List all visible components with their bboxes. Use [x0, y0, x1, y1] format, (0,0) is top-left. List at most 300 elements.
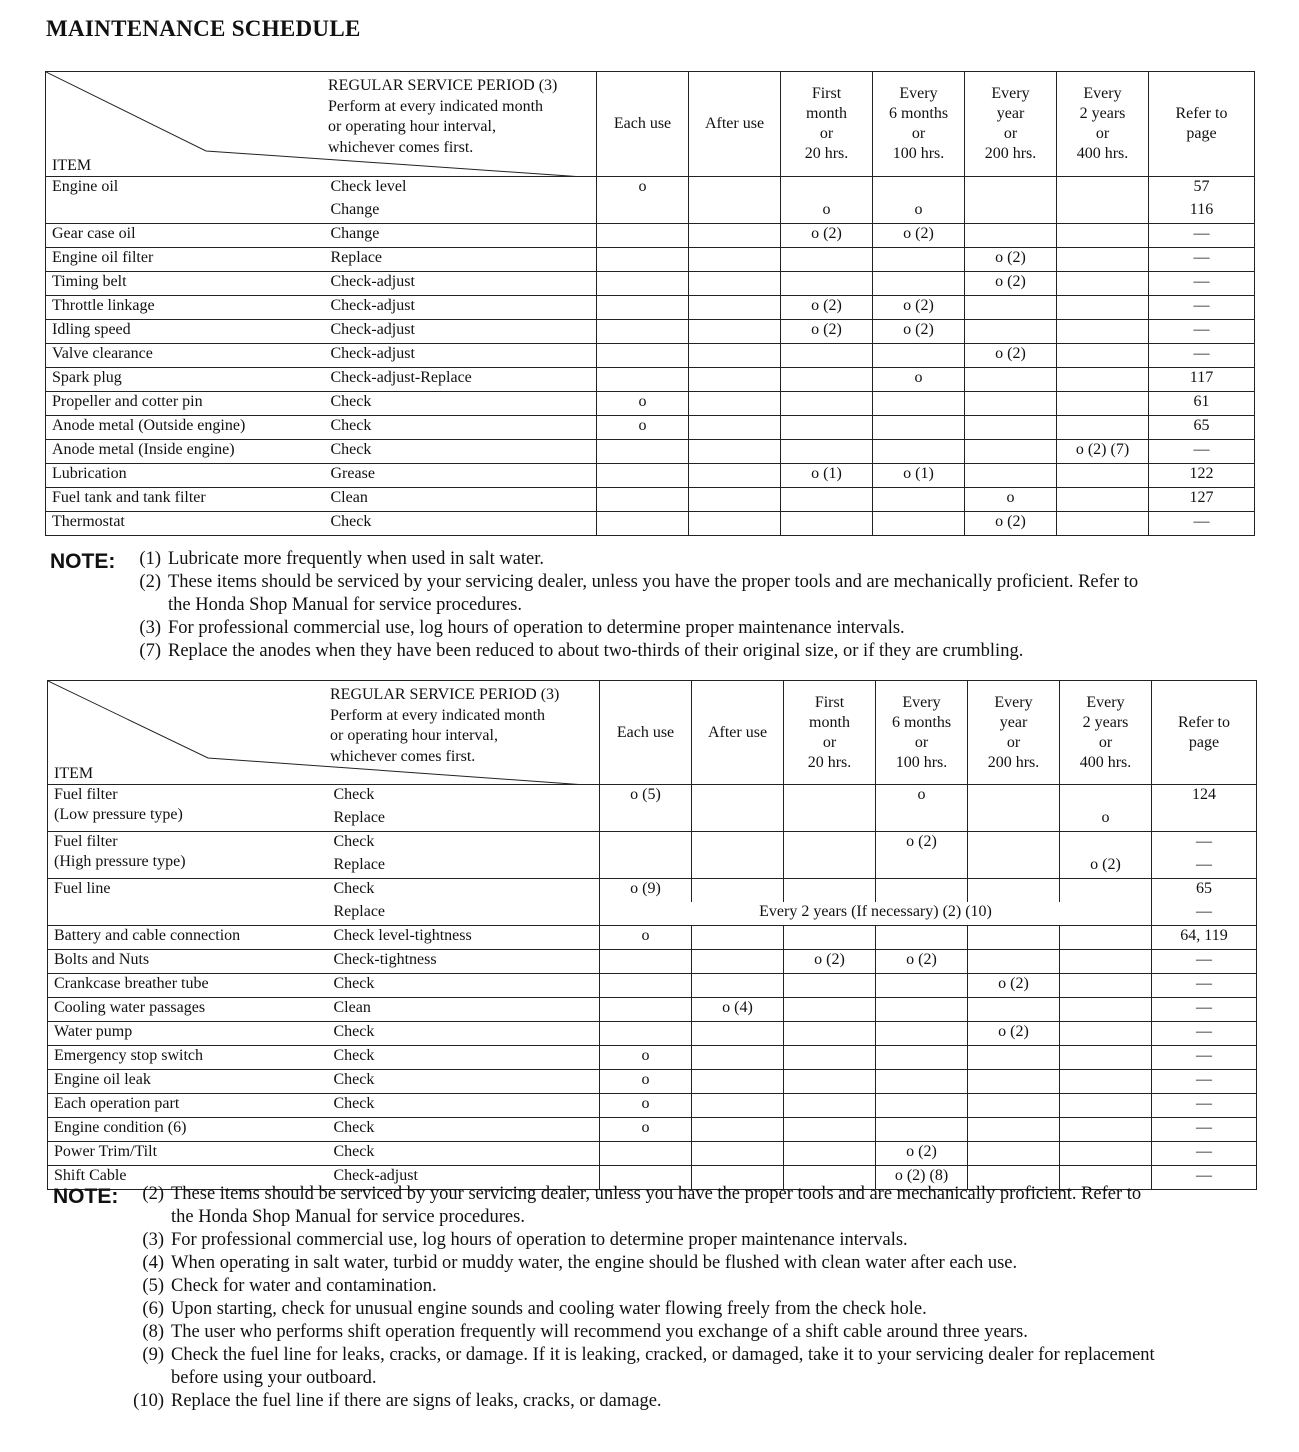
interval-cell [692, 1046, 784, 1070]
interval-cell [1057, 248, 1149, 272]
page-ref-cell: — [1152, 855, 1257, 879]
interval-cell: o [597, 392, 689, 416]
interval-cell [784, 785, 876, 809]
interval-cell [968, 926, 1060, 950]
action-cell: Check level [321, 177, 597, 201]
interval-cell [692, 1022, 784, 1046]
interval-cell [781, 344, 873, 368]
interval-cell [968, 1118, 1060, 1142]
note-text: Replace the fuel line if there are signs of leaks, cracks, or damage. [171, 1391, 662, 1411]
interval-cell [1057, 392, 1149, 416]
column-header-line: year [999, 713, 1028, 731]
interval-cell [1057, 488, 1149, 512]
column-header-line: Refer to [1175, 105, 1228, 122]
item-name-line: Water pump [54, 1023, 133, 1040]
note-text: These items should be serviced by your servicing dealer, unless you have the proper tools and are mechanically proficient. Refer to [168, 572, 1139, 592]
column-header-line: month [809, 713, 850, 731]
note-number: (5) [142, 1276, 164, 1296]
interval-cell [784, 879, 876, 903]
interval-cell [689, 200, 781, 224]
interval-cell [1057, 416, 1149, 440]
note-number: (9) [142, 1345, 164, 1365]
item-name-cell [46, 416, 321, 440]
interval-cell: o (2) [965, 512, 1057, 536]
action-cell: Check-adjust [324, 1166, 600, 1190]
interval-cell [1057, 344, 1149, 368]
interval-cell [784, 998, 876, 1022]
service-period-label [330, 685, 559, 767]
page-ref-cell: 61 [1149, 392, 1255, 416]
interval-cell [1060, 1046, 1152, 1070]
page-ref-cell: — [1149, 296, 1255, 320]
item-name-line: Battery and cable connection [54, 927, 241, 944]
interval-cell [965, 296, 1057, 320]
interval-cell [965, 224, 1057, 248]
action-cell: Check [324, 1022, 600, 1046]
item-name-line: Shift Cable [54, 1167, 127, 1184]
service-period-label [328, 76, 557, 158]
interval-cell [1060, 1070, 1152, 1094]
action-cell: Check-adjust [321, 344, 597, 368]
interval-cell [965, 177, 1057, 201]
item-name-line: Idling speed [52, 321, 131, 338]
action-cell: Check [324, 832, 600, 856]
note-text: before using your outboard. [171, 1368, 377, 1388]
interval-cell: o [600, 1094, 692, 1118]
interval-cell [784, 1118, 876, 1142]
interval-cell [968, 1142, 1060, 1166]
interval-cell [597, 464, 689, 488]
item-name-line: (Low pressure type) [54, 806, 183, 823]
note-number: (2) [139, 572, 161, 592]
maintenance-table-1 [45, 71, 1255, 536]
interval-cell [1057, 200, 1149, 224]
interval-cell: o [873, 200, 965, 224]
interval-cell [1060, 1118, 1152, 1142]
header-item-period-cell [48, 681, 600, 785]
interval-cell [784, 974, 876, 998]
interval-cell [1060, 1022, 1152, 1046]
column-header-line: page [1188, 733, 1220, 751]
interval-column-header [876, 681, 968, 785]
note-text: For professional commercial use, log hours of operation to determine proper maintenance intervals. [171, 1230, 908, 1250]
action-cell: Change [321, 200, 597, 224]
table-row [48, 926, 1257, 950]
interval-cell: o [597, 177, 689, 201]
action-cell: Check-adjust-Replace [321, 368, 597, 392]
item-name-line: Gear case oil [52, 225, 136, 242]
note-number: (3) [142, 1230, 164, 1250]
interval-cell [692, 1070, 784, 1094]
interval-cell [600, 808, 692, 832]
item-name-line: Anode metal (Inside engine) [52, 441, 235, 458]
interval-cell [692, 1094, 784, 1118]
item-name-cell [46, 177, 321, 224]
interval-cell [692, 879, 784, 903]
interval-cell [689, 272, 781, 296]
interval-cell [597, 368, 689, 392]
table-row [46, 416, 1255, 440]
column-header-line: First [811, 85, 842, 102]
note-text: Upon starting, check for unusual engine sounds and cooling water flowing freely from the check hole. [171, 1299, 927, 1319]
note-number: (10) [133, 1391, 164, 1411]
interval-cell [689, 392, 781, 416]
action-cell: Check [324, 879, 600, 903]
page-ref-cell: — [1152, 832, 1257, 856]
interval-cell [1060, 950, 1152, 974]
interval-cell [784, 855, 876, 879]
interval-cell [876, 1094, 968, 1118]
action-cell: Check [324, 1070, 600, 1094]
interval-cell [965, 392, 1057, 416]
interval-cell [781, 392, 873, 416]
interval-cell [873, 392, 965, 416]
page-ref-cell: 122 [1149, 464, 1255, 488]
item-name-cell [46, 272, 321, 296]
action-cell: Check [324, 974, 600, 998]
page-ref-cell: 65 [1152, 879, 1257, 903]
interval-cell [600, 1022, 692, 1046]
interval-cell [692, 1118, 784, 1142]
interval-cell: o (2) [784, 950, 876, 974]
note-text: Lubricate more frequently when used in salt water. [168, 549, 545, 569]
note-text: Check the fuel line for leaks, cracks, or damage. If it is leaking, cracked, or damaged, take it to your servicing dealer for replacement [171, 1345, 1155, 1365]
item-name-line: Crankcase breather tube [54, 975, 209, 992]
action-cell: Change [321, 224, 597, 248]
interval-cell [689, 488, 781, 512]
page-title: MAINTENANCE SCHEDULE [46, 16, 361, 41]
item-name-line: Valve clearance [52, 345, 153, 362]
interval-cell [1057, 272, 1149, 296]
note-text: the Honda Shop Manual for service procedures. [171, 1207, 525, 1227]
interval-cell [597, 200, 689, 224]
note-text: Replace the anodes when they have been reduced to about two-thirds of their original size, or if they are crumbling. [168, 641, 1024, 661]
interval-cell [1057, 368, 1149, 392]
interval-cell: o (2) [968, 974, 1060, 998]
interval-cell [968, 1046, 1060, 1070]
interval-cell [600, 1142, 692, 1166]
interval-cell [1060, 1142, 1152, 1166]
item-name-line: Fuel line [54, 880, 111, 897]
interval-cell [1060, 832, 1152, 856]
column-header-line: 6 months [888, 105, 949, 122]
interval-cell [784, 832, 876, 856]
item-name-line: Each operation part [54, 1095, 180, 1112]
note-number: (1) [139, 549, 161, 569]
page-ref-cell: — [1152, 1022, 1257, 1046]
note-label: NOTE: [53, 1185, 119, 1208]
table-row [48, 998, 1257, 1022]
interval-cell [968, 855, 1060, 879]
interval-cell: o (2) [781, 224, 873, 248]
interval-cell: o (4) [692, 998, 784, 1022]
column-header-line: or [822, 733, 837, 751]
interval-cell [873, 344, 965, 368]
interval-cell [784, 1022, 876, 1046]
interval-cell [689, 177, 781, 201]
page-ref-cell: 127 [1149, 488, 1255, 512]
table-row [46, 392, 1255, 416]
interval-cell: o (2) [873, 224, 965, 248]
table-row [48, 1046, 1257, 1070]
interval-cell [873, 177, 965, 201]
interval-cell [597, 296, 689, 320]
interval-cell [781, 272, 873, 296]
item-name-line: Bolts and Nuts [54, 951, 150, 968]
interval-cell [968, 950, 1060, 974]
column-header-line: page [1186, 125, 1217, 142]
action-cell: Check [324, 1142, 600, 1166]
interval-cell: o [965, 488, 1057, 512]
item-name-cell [48, 950, 324, 974]
action-cell: Check [321, 512, 597, 536]
item-name-line: Engine oil leak [54, 1071, 151, 1088]
item-name-cell [48, 1142, 324, 1166]
table-row [48, 1142, 1257, 1166]
table-row [46, 224, 1255, 248]
table-row [46, 320, 1255, 344]
interval-cell [1060, 974, 1152, 998]
note-block-2 [53, 1183, 1263, 1415]
interval-cell [968, 832, 1060, 856]
interval-cell: o (2) [876, 1142, 968, 1166]
item-name-line: Power Trim/Tilt [54, 1143, 158, 1160]
column-header-line: Every [991, 85, 1030, 102]
page-ref-cell: 64, 119 [1152, 926, 1257, 950]
table-row [46, 248, 1255, 272]
action-cell: Check level-tightness [324, 926, 600, 950]
interval-cell [689, 512, 781, 536]
column-header-line: Each use [616, 723, 675, 741]
interval-cell: o (2) [781, 296, 873, 320]
table-row [46, 272, 1255, 296]
item-name-line: (High pressure type) [54, 853, 186, 870]
service-period-line: whichever comes first. [330, 747, 476, 765]
interval-cell: o [600, 1070, 692, 1094]
service-period-line: REGULAR SERVICE PERIOD (3) [328, 77, 558, 94]
item-column-header: ITEM [54, 765, 94, 782]
interval-cell [692, 950, 784, 974]
page-ref-cell: — [1152, 1166, 1257, 1190]
interval-cell: o [600, 926, 692, 950]
interval-cell [597, 488, 689, 512]
interval-cell [1057, 512, 1149, 536]
interval-cell [876, 1070, 968, 1094]
item-name-cell [48, 926, 324, 950]
interval-cell [965, 200, 1057, 224]
column-header-line: 200 hrs. [984, 145, 1037, 162]
note-text: For professional commercial use, log hours of operation to determine proper maintenance intervals. [168, 618, 905, 638]
item-name-cell [48, 785, 324, 832]
interval-cell [781, 177, 873, 201]
note-number: (4) [142, 1253, 164, 1273]
table-row [48, 950, 1257, 974]
item-name-line: Emergency stop switch [54, 1047, 204, 1064]
note-text: When operating in salt water, turbid or muddy water, the engine should be flushed with clean water after each use. [171, 1253, 1018, 1273]
page-ref-cell: — [1152, 950, 1257, 974]
action-cell: Grease [321, 464, 597, 488]
table-row [46, 368, 1255, 392]
interval-cell: o [597, 416, 689, 440]
table-row [46, 464, 1255, 488]
table-row [48, 1022, 1257, 1046]
column-header-line: Every [899, 85, 938, 102]
interval-cell [784, 1070, 876, 1094]
interval-cell [689, 416, 781, 440]
item-name-cell [48, 879, 324, 926]
page-ref-cell: 116 [1149, 200, 1255, 224]
column-header-line: or [1095, 125, 1110, 142]
interval-cell [597, 272, 689, 296]
table-row [48, 879, 1257, 903]
interval-cell [692, 832, 784, 856]
item-name-cell [48, 974, 324, 998]
table-row [46, 296, 1255, 320]
page-ref-cell: 117 [1149, 368, 1255, 392]
interval-column-header [965, 72, 1057, 177]
interval-cell [781, 368, 873, 392]
interval-column-header [597, 72, 689, 177]
interval-column-header [1152, 681, 1257, 785]
interval-cell [597, 248, 689, 272]
column-header-line: 20 hrs. [807, 753, 852, 771]
item-name-line: Fuel filter [54, 786, 118, 803]
page-ref-cell: — [1152, 1070, 1257, 1094]
table-row [46, 488, 1255, 512]
column-header-line: or [1098, 733, 1113, 751]
interval-cell: o (1) [781, 464, 873, 488]
interval-cell: o (2) [873, 296, 965, 320]
item-name-line: Timing belt [52, 273, 127, 290]
interval-cell: o (2) [781, 320, 873, 344]
column-header-line: Every [1083, 85, 1122, 102]
action-cell: Check-tightness [324, 950, 600, 974]
interval-cell [873, 416, 965, 440]
interval-cell [689, 224, 781, 248]
note-number: (3) [139, 618, 161, 638]
note-text: the Honda Shop Manual for service procedures. [168, 595, 522, 615]
item-name-cell [46, 296, 321, 320]
interval-column-header [600, 681, 692, 785]
interval-cell [781, 440, 873, 464]
table-row [46, 512, 1255, 536]
interval-cell: o (2) [965, 272, 1057, 296]
header-item-period-cell [46, 72, 597, 177]
table-row [46, 177, 1255, 201]
page-ref-cell: — [1152, 1118, 1257, 1142]
interval-column-header [873, 72, 965, 177]
interval-cell [692, 855, 784, 879]
interval-cell [876, 1118, 968, 1142]
page-ref-cell: — [1152, 1094, 1257, 1118]
interval-cell: o [876, 785, 968, 809]
interval-cell [781, 248, 873, 272]
interval-cell: o [781, 200, 873, 224]
interval-cell [1057, 464, 1149, 488]
column-header-line: After use [704, 115, 765, 132]
interval-cell [876, 974, 968, 998]
interval-cell [597, 224, 689, 248]
interval-cell [965, 464, 1057, 488]
interval-cell [968, 1070, 1060, 1094]
interval-cell [784, 808, 876, 832]
column-header-line: or [1003, 125, 1018, 142]
action-cell: Check [324, 785, 600, 809]
interval-cell: o [1060, 808, 1152, 832]
note-number: (6) [142, 1299, 164, 1319]
interval-cell [876, 926, 968, 950]
item-name-line: Propeller and cotter pin [52, 393, 203, 410]
action-cell: Replace [324, 902, 600, 926]
interval-cell: o (2) (8) [876, 1166, 968, 1190]
item-name-cell [46, 512, 321, 536]
interval-column-header [1057, 72, 1149, 177]
table-row [48, 974, 1257, 998]
item-name-line: Throttle linkage [52, 297, 155, 314]
item-name-cell [46, 440, 321, 464]
page-ref-cell [1152, 808, 1257, 832]
note-text: The user who performs shift operation frequently will recommend you exchange of a shift cable around three years. [171, 1322, 1028, 1342]
column-header-line: 100 hrs. [895, 753, 948, 771]
item-name-line: Spark plug [52, 369, 122, 386]
interval-cell [1060, 879, 1152, 903]
table-row [48, 1094, 1257, 1118]
item-name-line: Cooling water passages [54, 999, 206, 1016]
column-header-line: Every [994, 693, 1033, 711]
interval-span-cell: Every 2 years (If necessary) (2) (10) [600, 902, 1152, 926]
interval-cell: o (2) [965, 344, 1057, 368]
interval-cell [692, 974, 784, 998]
interval-cell [1057, 296, 1149, 320]
column-header-line: or [914, 733, 929, 751]
interval-cell [784, 926, 876, 950]
interval-cell [965, 440, 1057, 464]
interval-cell [600, 974, 692, 998]
interval-cell [689, 440, 781, 464]
item-name-cell [46, 320, 321, 344]
column-header-line: or [819, 125, 834, 142]
action-cell: Check-adjust [321, 320, 597, 344]
interval-cell [600, 950, 692, 974]
interval-column-header [1149, 72, 1255, 177]
item-name-cell [48, 832, 324, 879]
maintenance-table-2 [47, 680, 1257, 1190]
interval-column-header [689, 72, 781, 177]
interval-column-header [784, 681, 876, 785]
interval-cell [965, 320, 1057, 344]
interval-cell [1060, 998, 1152, 1022]
item-name-line: Lubrication [52, 465, 127, 482]
item-name-line: Engine oil [52, 178, 119, 195]
interval-cell: o [600, 1118, 692, 1142]
service-period-line: whichever comes first. [328, 138, 474, 156]
interval-cell: o (2) (7) [1057, 440, 1149, 464]
interval-cell [1057, 224, 1149, 248]
table-row [46, 440, 1255, 464]
interval-cell [784, 1142, 876, 1166]
column-header-line: 2 years [1079, 105, 1126, 122]
table-row [48, 832, 1257, 856]
table-row [48, 785, 1257, 809]
service-period-line: or operating hour interval, [328, 118, 496, 135]
interval-cell [600, 998, 692, 1022]
action-cell: Check [324, 1046, 600, 1070]
interval-cell [597, 440, 689, 464]
item-name-cell [46, 224, 321, 248]
page-ref-cell: — [1149, 320, 1255, 344]
interval-cell [781, 488, 873, 512]
table-row [48, 1070, 1257, 1094]
